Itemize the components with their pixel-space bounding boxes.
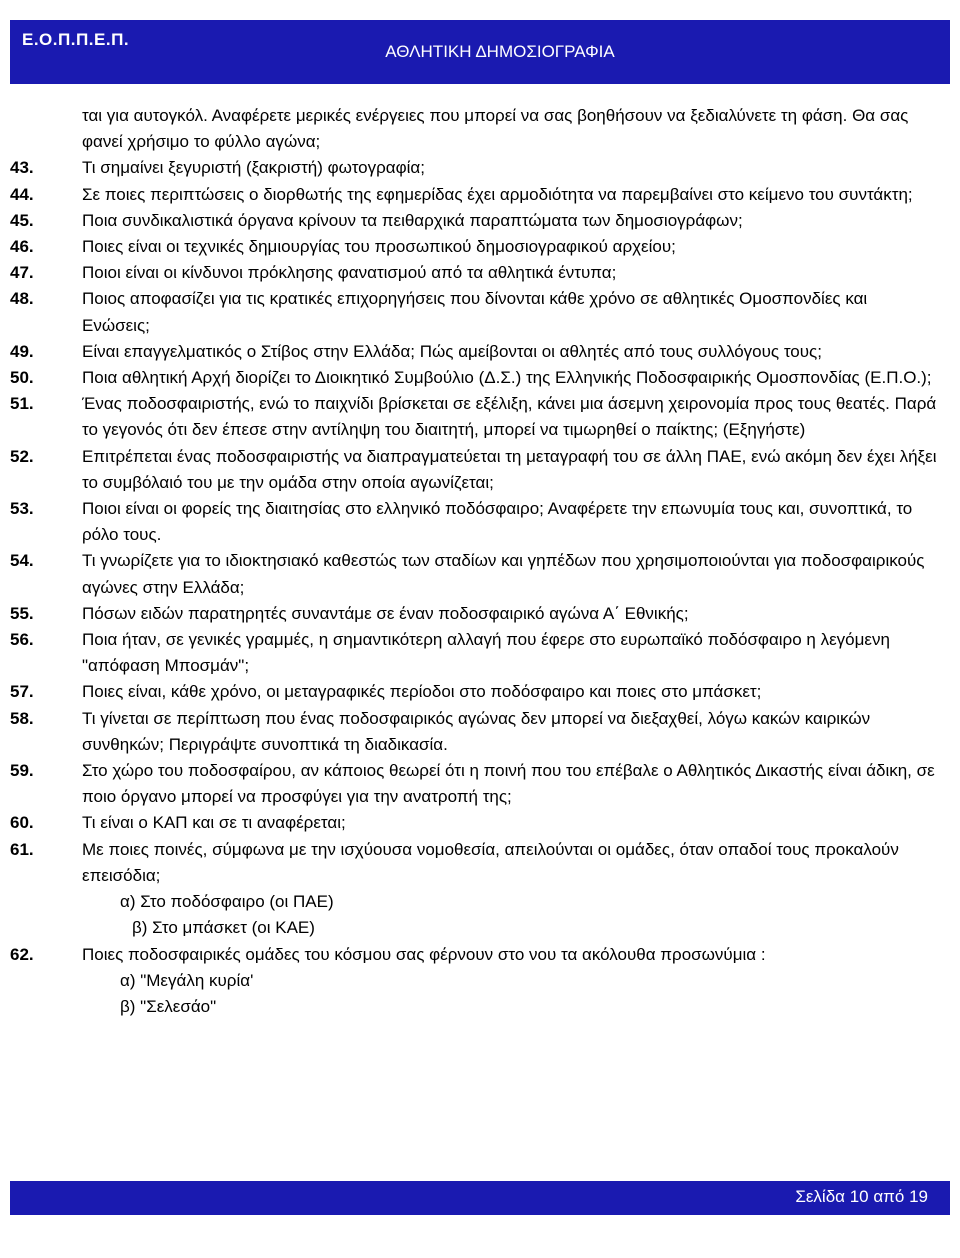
question-list [0, 155, 960, 1020]
question-number: 54. [10, 551, 34, 571]
question-text: Τι είναι ο ΚΑΠ και σε τι αναφέρεται; [82, 813, 346, 833]
question-item [0, 339, 960, 365]
question-text: Ποιες είναι, κάθε χρόνο, οι μεταγραφικές περίοδοι στο ποδόσφαιρο και ποιες στο μπάσκετ; [82, 682, 762, 702]
question-number: 46. [10, 237, 34, 257]
sub-item: β) Στο μπάσκετ (οι ΚΑΕ) [132, 918, 315, 938]
question-number: 49. [10, 341, 34, 361]
question-number: 61. [10, 839, 34, 859]
page-header [10, 20, 950, 84]
question-number: 55. [10, 603, 34, 623]
question-item [0, 496, 960, 548]
question-item [0, 548, 960, 600]
question-text: Ποιοι είναι οι κίνδυνοι πρόκλησης φανατισμού από τα αθλητικά έντυπα; [82, 263, 617, 283]
question-item [0, 260, 960, 286]
continuation-text: ται για αυτογκόλ. Αναφέρετε μερικές ενέργειες που μπορεί να σας βοηθήσουν να ξεδιαλύνετε τη φάση. Θα σας φανεί χρήσιμο το φύλλο αγώνα; [82, 106, 909, 152]
question-number: 44. [10, 184, 34, 204]
question-number: 43. [10, 158, 34, 178]
document-body [0, 103, 960, 1020]
question-number: 59. [10, 761, 34, 781]
question-item [0, 444, 960, 496]
question-item [0, 208, 960, 234]
question-text: Με ποιες ποινές, σύμφωνα με την ισχύουσα νομοθεσία, απειλούνται οι ομάδες, όταν οπαδοί τους προκαλούν επεισόδια; [82, 839, 899, 885]
header-organization: Ε.Ο.Π.Π.Ε.Π. [22, 30, 130, 49]
question-number: 60. [10, 813, 34, 833]
question-text: Επιτρέπεται ένας ποδοσφαιριστής να διαπραγματεύεται τη μεταγραφή του σε άλλη ΠΑΕ, ενώ ακόμη δεν έχει λήξει το συμβόλαιό του με την ομάδα στην οποία αγωνίζεται; [82, 446, 937, 492]
question-text: Ποια ήταν, σε γενικές γραμμές, η σημαντικότερη αλλαγή που έφερε στο ευρωπαϊκό ποδόσφαιρο η λεγόμενη "απόφαση Μποσμάν"; [82, 630, 890, 676]
question-text: Τι γνωρίζετε για το ιδιοκτησιακό καθεστώς των σταδίων και γηπέδων που χρησιμοποιούνται για ποδοσφαιρικούς αγώνες στην Ελλάδα; [82, 551, 925, 597]
question-number: 45. [10, 210, 34, 230]
sub-item: α) Στο ποδόσφαιρο (οι ΠΑΕ) [120, 892, 334, 912]
sub-item: α) "Μεγάλη κυρία' [120, 970, 254, 990]
question-text: Ποιος αποφασίζει για τις κρατικές επιχορηγήσεις που δίνονται κάθε χρόνο σε αθλητικές Ομοσπονδίες και Ενώσεις; [82, 289, 868, 335]
question-number: 58. [10, 708, 34, 728]
question-text: Τι γίνεται σε περίπτωση που ένας ποδοσφαιρικός αγώνας δεν μπορεί να διεξαχθεί, λόγω κακών καιρικών συνθηκών; Περιγράψτε συνοπτικά τη διαδικασία. [82, 708, 871, 754]
question-item [0, 942, 960, 968]
question-text: Πόσων ειδών παρατηρητές συναντάμε σε έναν ποδοσφαιρικό αγώνα Α΄ Εθνικής; [82, 603, 689, 623]
question-item [0, 627, 960, 679]
question-text: Ποιες ποδοσφαιρικές ομάδες του κόσμου σας φέρνουν στο νου τα ακόλουθα προσωνύμια : [82, 944, 766, 964]
question-text: Ένας ποδοσφαιριστής, ενώ το παιχνίδι βρίσκεται σε εξέλιξη, κάνει μια άσεμνη χειρονομία προς τους θεατές. Παρά το γεγονός ότι δεν έπεσε στην αντίληψη του διαιτητή, μπορεί να τιμωρηθεί ο παίκτης; (Εξηγήστε) [82, 394, 937, 440]
question-item [0, 234, 960, 260]
question-text: Είναι επαγγελματικός ο Στίβος στην Ελλάδα; Πώς αμείβονται οι αθλητές από τους συλλόγους τους; [82, 341, 822, 361]
page-number: Σελίδα 10 από 19 [795, 1187, 928, 1206]
question-number: 56. [10, 630, 34, 650]
question-continuation [0, 103, 960, 155]
question-item [0, 155, 960, 181]
question-text: Τι σημαίνει ξεγυριστή (ξακριστή) φωτογραφία; [82, 158, 425, 178]
question-number: 53. [10, 499, 34, 519]
question-number: 48. [10, 289, 34, 309]
question-number: 51. [10, 394, 34, 414]
question-item [0, 758, 960, 810]
question-item [0, 286, 960, 338]
question-item [0, 679, 960, 705]
header-title: ΑΘΛΗΤΙΚΗ ΔΗΜΟΣΙΟΓΡΑΦΙΑ [385, 42, 615, 61]
question-item [0, 837, 960, 889]
question-item [0, 601, 960, 627]
question-number: 47. [10, 263, 34, 283]
question-number: 50. [10, 368, 34, 388]
question-text: Ποια συνδικαλιστικά όργανα κρίνουν τα πειθαρχικά παραπτώματα των δημοσιογράφων; [82, 210, 743, 230]
question-text: Ποιοι είναι οι φορείς της διαιτησίας στο ελληνικό ποδόσφαιρο; Αναφέρετε την επωνυμία τους και, συνοπτικά, το ρόλο τους. [82, 499, 913, 545]
sub-item: β) "Σελεσάο" [120, 996, 217, 1016]
question-item [0, 365, 960, 391]
page-footer [10, 1181, 950, 1215]
question-text: Στο χώρο του ποδοσφαίρου, αν κάποιος θεωρεί ότι η ποινή που του επέβαλε ο Αθλητικός Δικαστής είναι άδικη, σε ποιο όργανο μπορεί να προσφύγει για την ανατροπή της; [82, 761, 935, 807]
question-text: Ποιες είναι οι τεχνικές δημιουργίας του προσωπικού δημοσιογραφικού αρχείου; [82, 237, 676, 257]
question-text: Ποια αθλητική Αρχή διορίζει το Διοικητικό Συμβούλιο (Δ.Σ.) της Ελληνικής Ποδοσφαιρικής Ομοσπονδίας (Ε.Π.Ο.); [82, 368, 932, 388]
question-text: Σε ποιες περιπτώσεις ο διορθωτής της εφημερίδας έχει αρμοδιότητα να παρεμβαίνει στο κείμενο του συντάκτη; [82, 184, 913, 204]
question-number: 52. [10, 446, 34, 466]
question-item [0, 810, 960, 836]
question-item [0, 182, 960, 208]
question-item [0, 391, 960, 443]
question-item [0, 706, 960, 758]
question-number: 57. [10, 682, 34, 702]
question-number: 62. [10, 944, 34, 964]
